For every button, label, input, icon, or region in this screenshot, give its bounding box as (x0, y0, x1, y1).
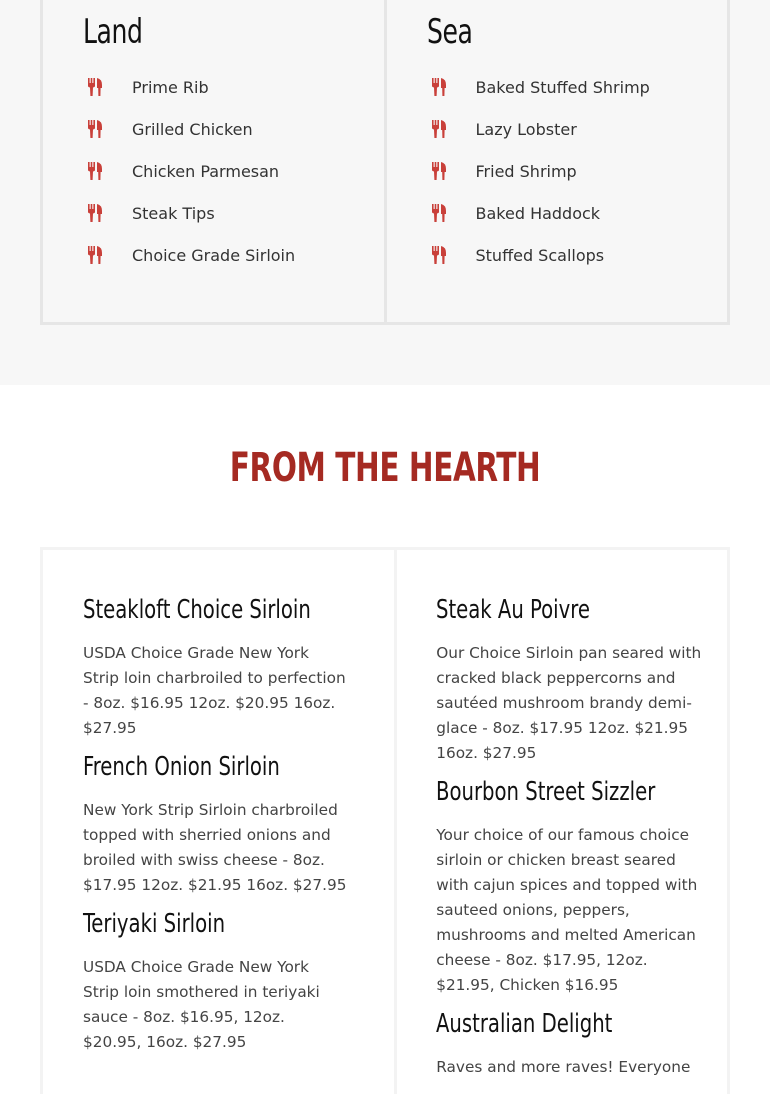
menu-item-description: USDA Choice Grade New York Strip loin smothered in teriyaki sauce - 8oz. $16.95, 12oz. $20.95, 16oz. $27.95 (83, 958, 320, 1051)
list-item-label: Choice Grade Sirloin (132, 245, 296, 265)
list-item (87, 234, 295, 276)
list-item-label: Grilled Chicken (132, 119, 253, 139)
list-item (431, 66, 650, 108)
menu-item-description: Our Choice Sirloin pan seared with cracked black peppercorns and sautéed mushroom brandy demi-glace - 8oz. $17.95 12oz. $21.95 16oz. $27.95 (436, 644, 702, 762)
hearth-menu-card (40, 547, 730, 1094)
sea-title: Sea (426, 12, 473, 52)
list-item (87, 108, 295, 150)
menu-item-name: Australian Delight (436, 1009, 613, 1039)
hearth-left-column (43, 550, 394, 1094)
menu-item-description: USDA Choice Grade New York Strip loin charbroiled to perfection - 8oz. $16.95 12oz. $20.95 16oz. $27.95 (83, 644, 346, 737)
fork-knife-icon (87, 78, 103, 96)
sea-list (431, 66, 650, 276)
fork-knife-icon (431, 78, 447, 96)
menu-item-description: Raves and more raves! Everyone (436, 1058, 691, 1076)
menu-lists-section (0, 0, 770, 385)
fork-knife-icon (87, 162, 103, 180)
list-item (87, 150, 295, 192)
list-item (431, 108, 650, 150)
list-item-label: Prime Rib (132, 77, 209, 97)
menu-item-name: Steak Au Poivre (436, 595, 591, 625)
section-title: FROM THE HEARTH (229, 445, 541, 491)
fork-knife-icon (87, 120, 103, 138)
menu-item-description: Your choice of our famous choice sirloin or chicken breast seared with cajun spices and topped with sauteed onions, peppers, mushrooms and melted American cheese - 8oz. $17.95, 12oz. $21.95, Chicken $16.95 (436, 826, 698, 994)
list-item-label: Stuffed Scallops (475, 245, 605, 265)
list-item-label: Baked Haddock (475, 203, 601, 223)
list-item-label: Fried Shrimp (475, 161, 577, 181)
hearth-right-column (394, 550, 741, 1094)
menu-item-description: New York Strip Sirloin charbroiled topped with sherried onions and broiled with swiss cheese - 8oz. $17.95 12oz. $21.95 16oz. $27.95 (83, 801, 347, 894)
land-list (87, 66, 295, 276)
fork-knife-icon (431, 120, 447, 138)
list-item-label: Chicken Parmesan (132, 161, 280, 181)
fork-knife-icon (431, 246, 447, 264)
list-item (431, 150, 650, 192)
list-item (431, 192, 650, 234)
sea-column (384, 0, 728, 322)
land-column (43, 0, 384, 322)
menu-item-name: French Onion Sirloin (83, 752, 280, 782)
list-item-label: Steak Tips (132, 203, 215, 223)
list-item (87, 66, 295, 108)
list-item (87, 192, 295, 234)
list-item-label: Baked Stuffed Shrimp (475, 77, 650, 97)
fork-knife-icon (87, 246, 103, 264)
fork-knife-icon (431, 162, 447, 180)
list-item-label: Lazy Lobster (475, 119, 577, 139)
fork-knife-icon (431, 204, 447, 222)
menu-item-name: Bourbon Street Sizzler (436, 777, 656, 807)
menu-item-name: Steakloft Choice Sirloin (83, 595, 311, 625)
menu-item-name: Teriyaki Sirloin (83, 909, 226, 939)
fork-knife-icon (87, 204, 103, 222)
land-title: Land (83, 12, 143, 52)
land-sea-card (40, 0, 730, 325)
list-item (431, 234, 650, 276)
